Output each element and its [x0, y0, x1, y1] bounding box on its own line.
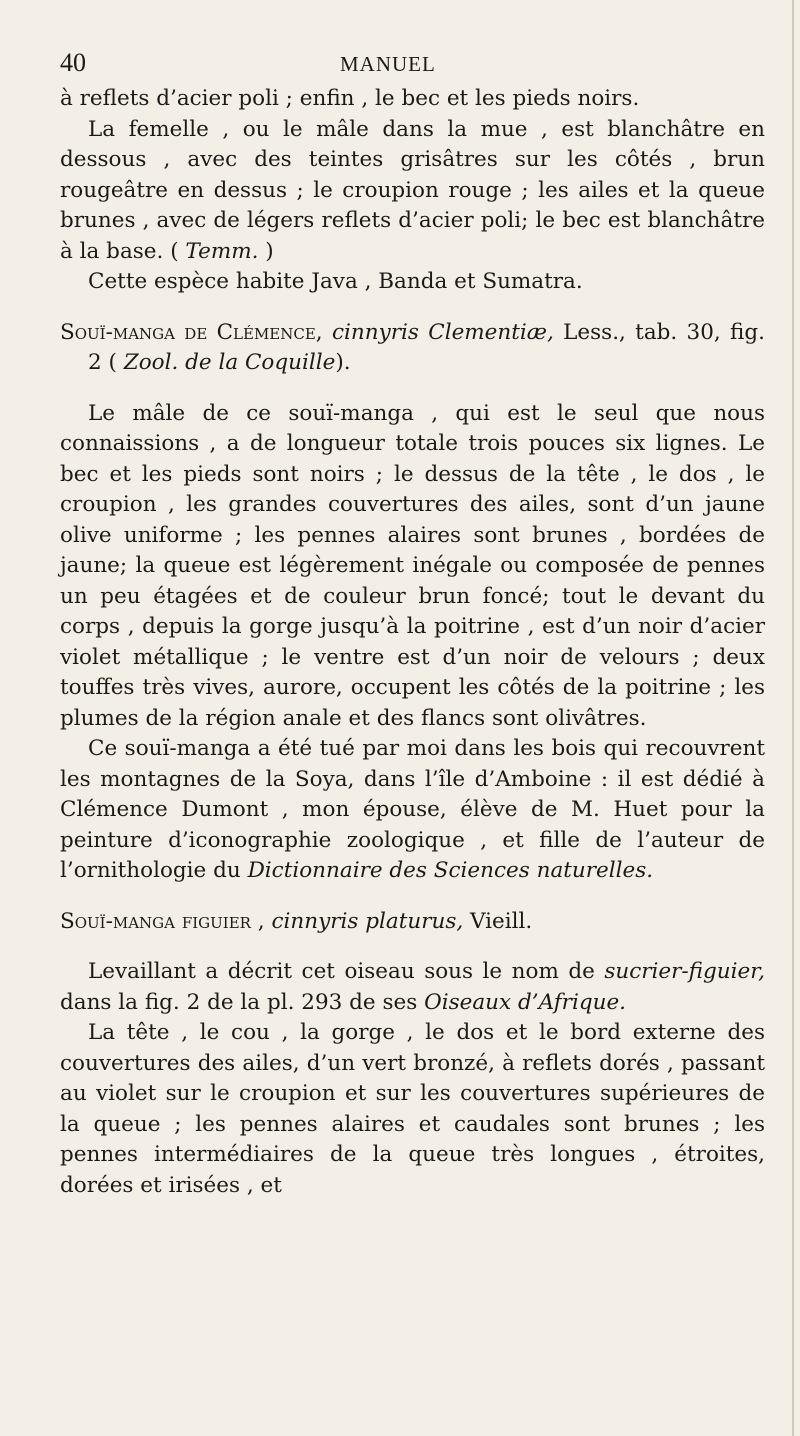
paragraph-text: Ce souï-manga a été tué par moi dans les bois qui recouvrent les montagnes de la Soya, dans l’île d’Amboine : il est dédié à Clémence Dumont , mon épouse, élève de M. Huet pour la peinture d’iconographie zoologique , et fille de l’auteur de l’ornithologie du: [60, 736, 765, 883]
book-page: [60, 48, 765, 1201]
paragraph-text: Levaillant a décrit cet oiseau sous le nom de: [88, 959, 605, 984]
species-latin-name: cinnyris Clementiæ,: [331, 319, 554, 345]
species-heading-end: ).: [335, 350, 351, 375]
species-name: Souï-manga figuier ,: [60, 908, 265, 934]
paragraph-dedication: [60, 734, 765, 887]
paragraph-male-description: Le mâle de ce souï-manga , qui est le seul que nous connaissions , a de longueur totale trois pouces six lignes. Le bec et les pieds sont noirs ; le dessus de la tête , le dos , le croupion , les grandes couvertures des ailes, sont d’un jaune olive uniforme ; les pennes alaires sont brunes , bordées de jaune; la queue est légèrement inégale ou composée de pennes un peu étagées et de couleur brun foncé; tout le devant du corps , depuis la gorge jusqu’à la poitrine , est d’un noir d’acier violet métallique ; le ventre est d’un noir de velours ; deux touffes très vives, aurore, occupent les côtés de la poitrine ; les plumes de la région anale et des flancs sont olivâtres.: [60, 400, 765, 731]
paragraph-female-description: [60, 115, 765, 268]
paragraph-platurus-description: La tête , le cou , la gorge , le dos et le bord externe des couvertures des ailes, d’un vert bronzé, à reflets dorés , passant au violet sur le croupion et sur les couvertures supérieures de la queue ; les pennes alaires et caudales sont brunes ; les pennes intermédiaires de la queue très longues , étroites, dorées et irisées , et: [60, 1020, 765, 1198]
dictionary-reference: Dictionnaire des Sciences naturelles.: [247, 858, 654, 883]
species-latin-name: cinnyris platurus,: [271, 908, 464, 934]
paragraph-text-end: ): [258, 238, 274, 264]
species-heading-clementiae: [60, 318, 765, 379]
page-number: 40: [60, 48, 86, 77]
species-name: Souï-manga de Clémence,: [60, 319, 323, 345]
running-head: MANUEL: [340, 52, 436, 76]
species-reference: Zool. de la Coquille: [123, 350, 336, 375]
paragraph-continuation: à reflets d’acier poli ; enfin , le bec et les pieds noirs.: [60, 86, 640, 111]
sucrier-figuier-reference: sucrier-figuier,: [604, 959, 765, 984]
species-authority: Vieill.: [463, 908, 533, 934]
species-heading-platurus: [60, 907, 765, 938]
species-authority: Less., tab. 30, fig. 2 (: [88, 319, 765, 375]
paragraph-text: La femelle , ou le mâle dans la mue , est blanchâtre en dessous , avec des teintes grisâtres sur les côtés , brun rougeâtre en dessus ; le croupion rouge ; les ailes et la queue brunes , avec de légers reflets d’acier poli; le bec est blanchâtre à la base. (: [60, 116, 765, 264]
oiseaux-afrique-reference: Oiseaux d’Afrique.: [424, 989, 627, 1015]
citation-temm: Temm.: [185, 238, 259, 264]
paragraph-habitat: Cette espèce habite Java , Banda et Sumatra.: [88, 269, 583, 294]
page-edge: [792, 0, 794, 1436]
paragraph-levaillant: [60, 957, 765, 1018]
page-header: [60, 48, 765, 84]
paragraph-text-mid: dans la fig. 2 de la pl. 293 de ses: [60, 989, 425, 1015]
